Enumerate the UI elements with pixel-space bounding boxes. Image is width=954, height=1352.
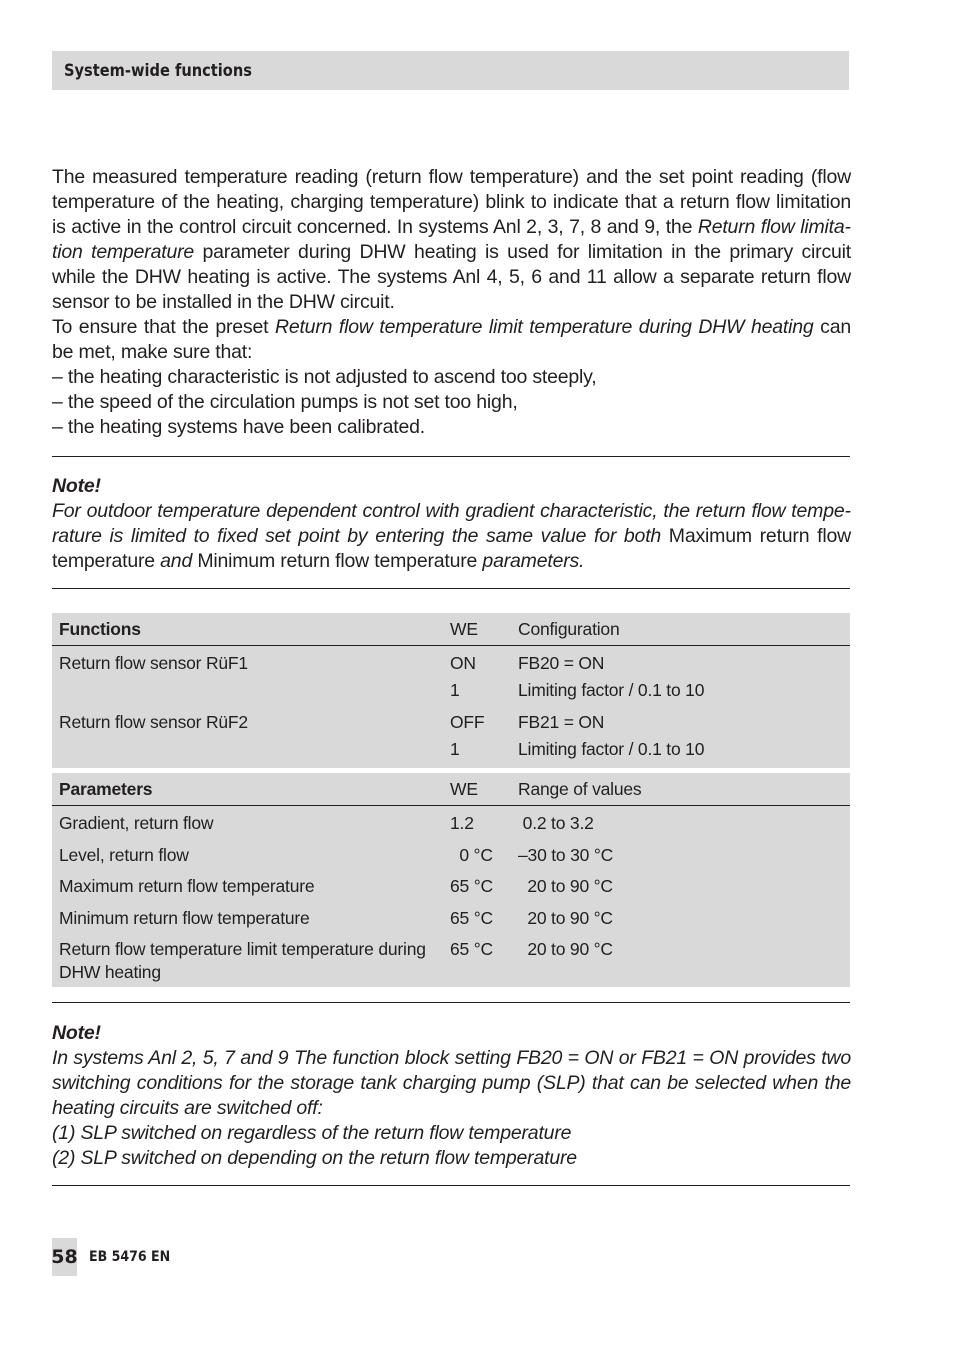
parameter-name: Minimum return flow temperature bbox=[59, 907, 310, 928]
parameter-row bbox=[52, 871, 850, 903]
parameter-we: 1.2 bbox=[450, 813, 474, 833]
intro-p1-text-a: The measured temperature reading (return flow temperature) and the set point reading (flow temperature of the heating, charging temperature) blink to indicate that a return flow limitation is active in the control circuit concerned. In systems Anl 2, 3, 7, 8 and 9, the bbox=[52, 166, 851, 238]
functions-header-row bbox=[52, 613, 850, 646]
intro-list-item: – the speed of the circulation pumps is not set too high, bbox=[52, 391, 518, 413]
note-1-text-a: For outdoor temperature dependent control with gradient characteristic, the return flow temperature is limited to fixed set point by entering the same value for both bbox=[52, 500, 851, 547]
function-config: Limiting factor / 0.1 to 10 bbox=[518, 680, 705, 700]
note-2-item: (2) SLP switched on depending on the return flow temperature bbox=[52, 1147, 577, 1169]
functions-header-config: Configuration bbox=[518, 613, 850, 646]
function-we: 1 bbox=[450, 680, 460, 700]
intro-p2-text-a: To ensure that the preset bbox=[52, 316, 275, 338]
parameter-name-continued: DHW heating bbox=[59, 962, 161, 982]
note-1-text-b: Maximum return flow temperature bbox=[52, 525, 851, 572]
intro-list-item: – the heating characteristic is not adjusted to ascend too steeply, bbox=[52, 366, 597, 388]
divider bbox=[52, 1002, 850, 1003]
function-config: Limiting factor / 0.1 to 10 bbox=[518, 739, 705, 759]
function-we: 1 bbox=[450, 739, 460, 759]
page-number: 58 bbox=[52, 1238, 77, 1276]
note-2-text: In systems Anl 2, 5, 7 and 9 The function block setting FB20 = ON or FB21 = ON provides two switching conditions for the storage tank charging pump (SLP) that can be selected when the heating circuits are switched off: bbox=[52, 1047, 851, 1119]
parameter-row bbox=[52, 903, 850, 935]
document-id: EB 5476 EN bbox=[89, 1249, 171, 1265]
parameter-we: 0 °C bbox=[450, 844, 493, 865]
function-config: FB21 = ON bbox=[518, 712, 605, 732]
intro-paragraph-1 bbox=[52, 165, 851, 315]
note-1-text bbox=[52, 499, 851, 574]
functions-header-we: WE bbox=[450, 613, 518, 646]
parameter-range: 20 to 90 °C bbox=[518, 939, 613, 959]
parameters-header-range: Range of values bbox=[518, 773, 850, 806]
note-2-item: (1) SLP switched on regardless of the return flow temperature bbox=[52, 1122, 572, 1144]
note-1 bbox=[52, 474, 851, 574]
parameters-header-row bbox=[52, 773, 850, 806]
parameter-we: 65 °C bbox=[450, 907, 493, 928]
parameter-name: Gradient, return flow bbox=[59, 813, 214, 833]
parameter-range: 20 to 90 °C bbox=[518, 907, 613, 928]
divider bbox=[52, 1185, 850, 1186]
intro-p2-emphasis: Return flow temperature limit temperature during DHW heating bbox=[274, 316, 814, 338]
functions-header-name: Functions bbox=[52, 613, 450, 646]
parameter-row bbox=[52, 934, 850, 987]
parameter-range: 20 to 90 °C bbox=[518, 876, 613, 896]
intro-p1-emphasis: Return flow limitation temperature bbox=[52, 216, 851, 263]
divider bbox=[52, 456, 850, 457]
parameters-header-we: WE bbox=[450, 773, 518, 806]
parameter-range: –30 to 30 °C bbox=[518, 844, 614, 865]
parameter-we: 65 °C bbox=[450, 876, 493, 896]
parameter-we: 65 °C bbox=[450, 939, 493, 959]
parameters-header-name: Parameters bbox=[52, 773, 450, 806]
note-1-text-e: parameters. bbox=[477, 550, 585, 572]
function-config: FB20 = ON bbox=[518, 653, 605, 673]
function-we: OFF bbox=[450, 712, 485, 732]
parameter-range: 0.2 to 3.2 bbox=[518, 813, 594, 833]
note-1-title: Note! bbox=[52, 475, 101, 497]
note-1-text-c: and bbox=[154, 550, 198, 572]
note-2-title: Note! bbox=[52, 1022, 101, 1044]
section-header-bar bbox=[52, 51, 849, 90]
intro-text bbox=[52, 165, 851, 440]
note-2 bbox=[52, 1021, 851, 1171]
parameter-name: Return flow temperature limit temperature during bbox=[59, 939, 426, 959]
intro-p2-text-b: can be met, make sure that: bbox=[52, 316, 852, 363]
functions-row bbox=[52, 646, 850, 705]
parameter-name: Maximum return flow temperature bbox=[59, 876, 315, 896]
intro-paragraph-2 bbox=[52, 315, 851, 365]
parameter-row bbox=[52, 806, 850, 840]
parameter-row bbox=[52, 840, 850, 872]
divider bbox=[52, 588, 850, 589]
function-name: Return flow sensor RüF2 bbox=[59, 712, 248, 732]
intro-list-item: – the heating systems have been calibrated. bbox=[52, 416, 425, 438]
section-title: System-wide functions bbox=[64, 60, 252, 81]
function-name: Return flow sensor RüF1 bbox=[59, 653, 248, 673]
functions-row bbox=[52, 704, 850, 768]
functions-parameters-table bbox=[52, 613, 850, 987]
function-we: ON bbox=[450, 653, 476, 673]
intro-p1-text-b: parameter during DHW heating is used for limitation in the primary circuit while the DHW heating is active. The systems Anl 4, 5, 6 and 11 allow a separate return flow sensor to be installed in the DHW circuit. bbox=[52, 241, 851, 313]
note-1-text-d: Minimum return flow temperature bbox=[197, 550, 478, 572]
parameter-name: Level, return flow bbox=[59, 844, 189, 865]
